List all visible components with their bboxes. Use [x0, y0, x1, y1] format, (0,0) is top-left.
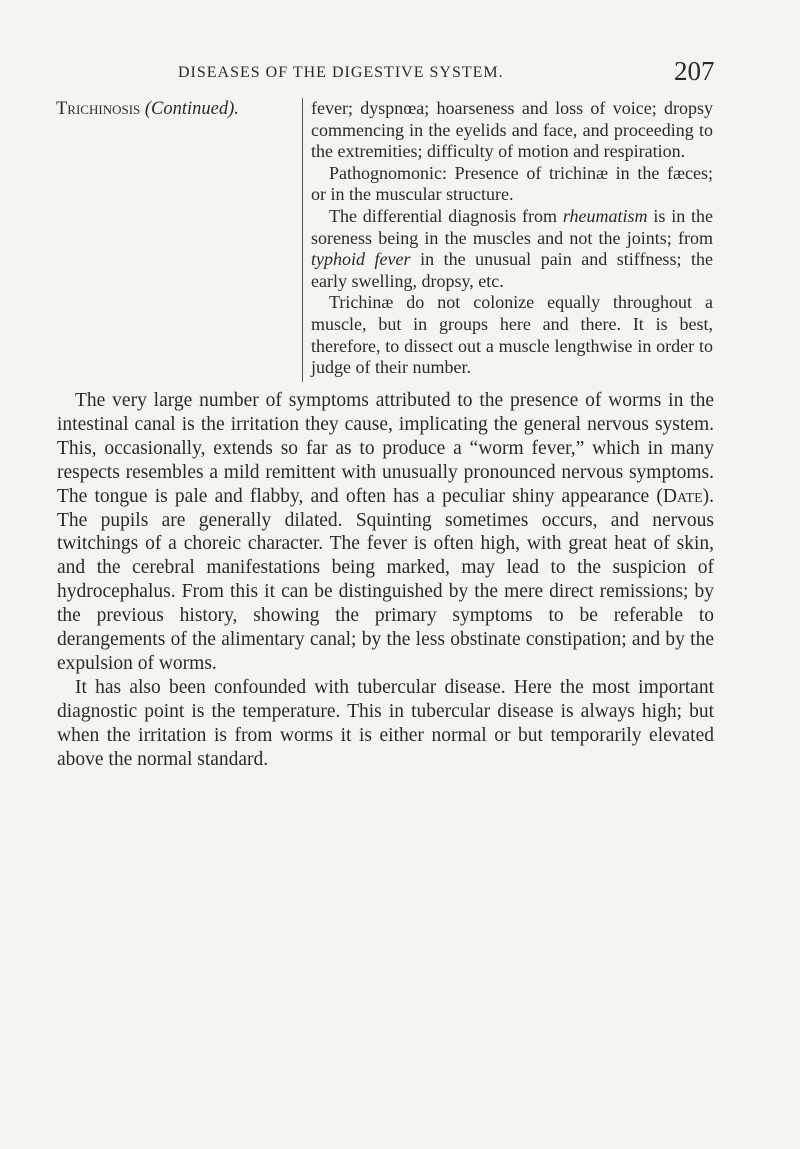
- sidebar-p3-part-a: The differential diagnosis from: [329, 205, 563, 226]
- sidebar-text: [311, 98, 713, 379]
- body-p1-date: Date: [662, 485, 703, 507]
- running-title: DISEASES OF THE DIGESTIVE SYSTEM.: [178, 64, 504, 81]
- sidebar-p3-part-c: in the unusual pain and stiffness; the early swelling, dropsy, etc.: [311, 249, 713, 291]
- sidebar-paragraph-1: fever; dyspnœa; hoarseness and loss of voice; dropsy commencing in the eyelids and face, and proceeding to the extremities; difficulty of motion and respiration.: [311, 98, 713, 162]
- section-label: [56, 98, 239, 120]
- section-label-note: (Continued).: [144, 99, 239, 119]
- sidebar-p3-part-b: is in the soreness being in the muscles and not the joints; from: [311, 205, 714, 248]
- sidebar-paragraph-3: [311, 206, 713, 292]
- body-text: [57, 389, 714, 772]
- sidebar-p3-rheumatism: rheumatism: [562, 205, 648, 226]
- sidebar-p3-typhoid: typhoid fever: [311, 249, 411, 270]
- body-paragraph-1: [57, 389, 714, 676]
- sidebar-rule: [302, 98, 303, 382]
- section-label-name: Trichinosis: [56, 99, 141, 119]
- page-number: 207: [674, 56, 715, 86]
- body-p1-part-a: The very large number of symptoms attributed to the presence of worms in the intestinal canal is the irritation they cause, implicating the general nervous system. This, occasionally, extends so far as to produce a “worm fever,” which in many respects resembles a mild remittent with unusually pronounced nervous symptoms. The tongue is pale and flabby, and often has a peculiar shiny appearance (: [57, 390, 714, 507]
- sidebar-paragraph-4: Trichinæ do not colonize equally throughout a muscle, but in groups here and there. It is best, therefore, to dissect out a muscle lengthwise in order to judge of their number.: [311, 292, 713, 378]
- body-paragraph-2: It has also been confounded with tubercular disease. Here the most important diagnostic point is the temperature. This in tubercular disease is always high; but when the irritation is from worms it is either normal or but temporarily elevated above the normal standard.: [57, 676, 714, 770]
- body-p1-part-b: ). The pupils are generally dilated. Squinting sometimes occurs, and nervous twitchings of a choreic character. The fever is often high, with great heat of skin, and the cerebral manifestations being marked, may lead to the suspicion of hydrocephalus. From this it can be distinguished by the mere direct remissions; by the previous history, showing the primary symptoms to be referable to derangements of the alimentary canal; by the less obstinate constipation; and by the expulsion of worms.: [57, 485, 714, 674]
- sidebar-paragraph-2: Pathognomonic: Presence of trichinæ in the fæces; or in the muscular structure.: [311, 162, 713, 205]
